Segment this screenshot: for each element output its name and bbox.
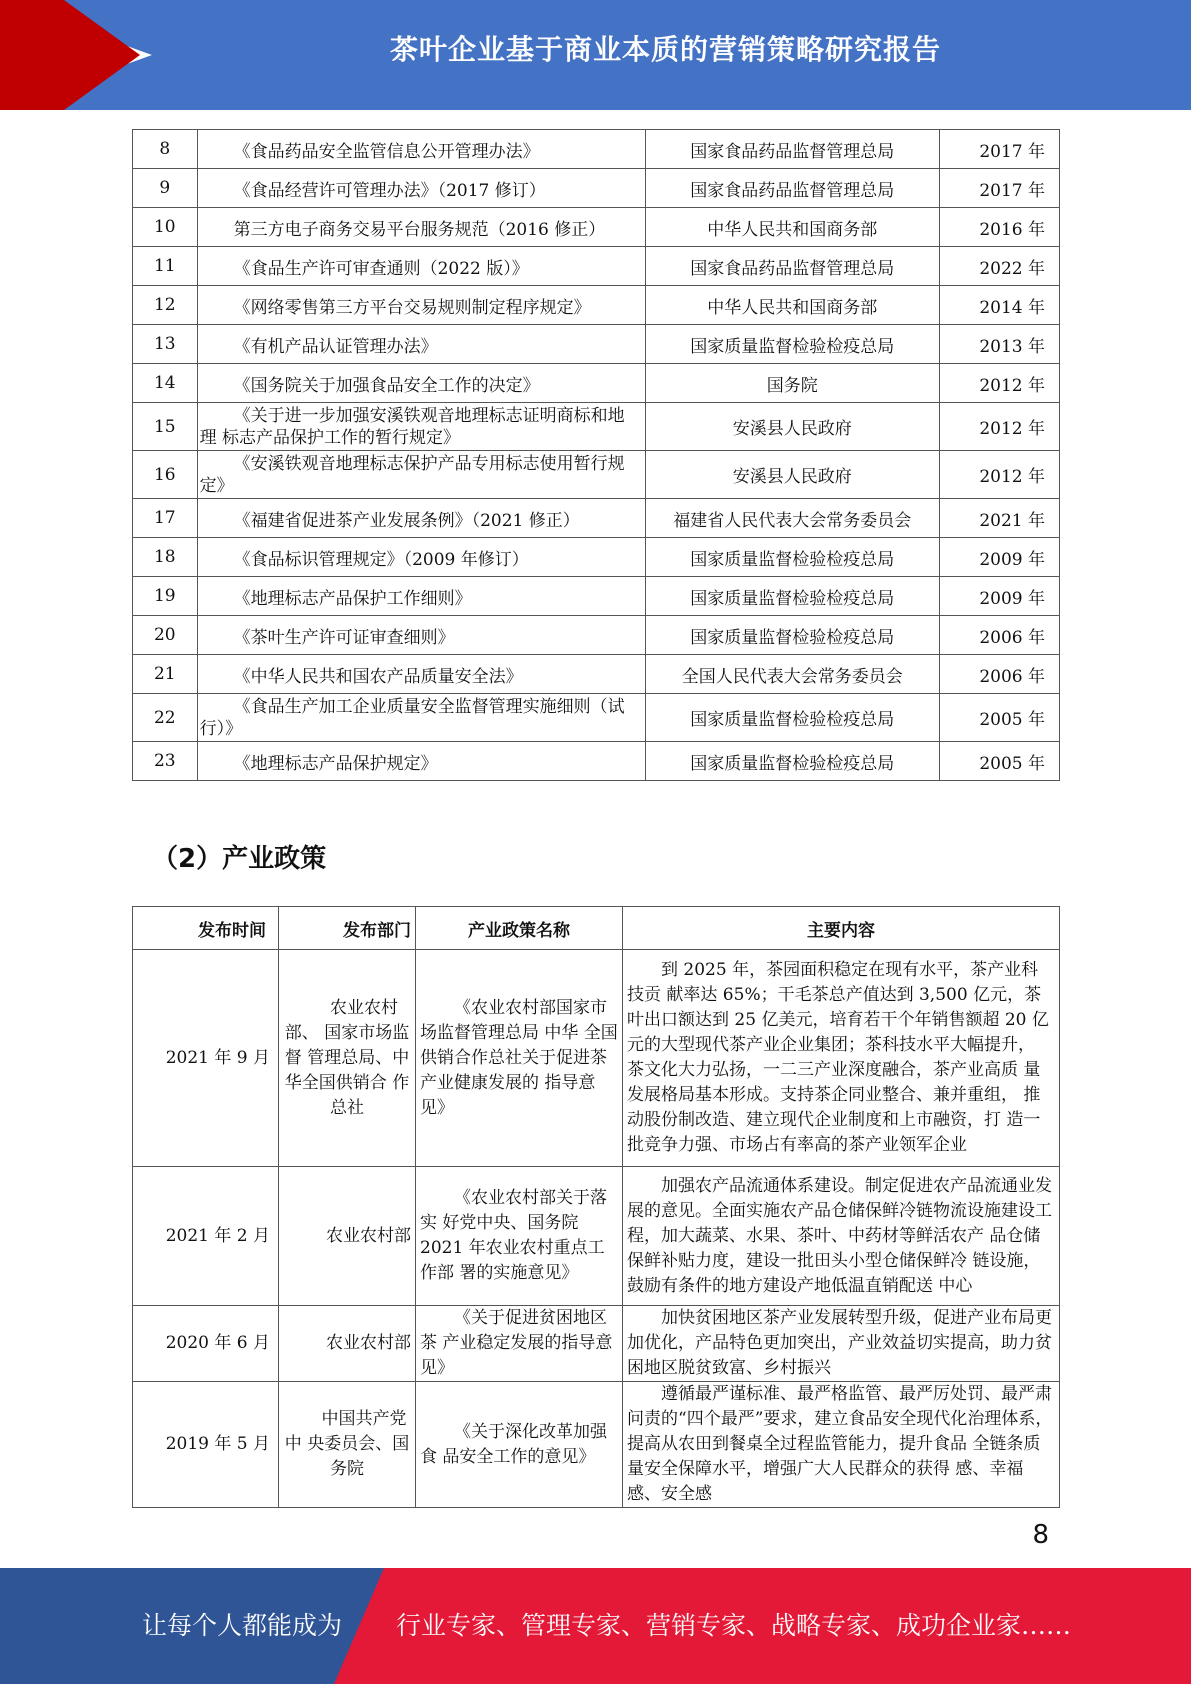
regulation-name-line1: 《关于进一步加强安溪铁观音地理标志证明商标和地 [233,405,625,426]
header-red-arrow [64,0,140,110]
regulation-number: 19 [133,577,198,616]
regulation-number: 12 [133,286,198,325]
regulation-year: 2016 年 [939,208,1059,247]
regulation-dept: 国家质量监督检验检疫总局 [645,742,939,781]
regulation-year: 2006 年 [939,616,1059,655]
regulation-name: 《福建省促进茶产业发展条例》（2021 修正） [197,499,645,538]
regulation-year: 2012 年 [939,451,1059,499]
regulation-row [133,499,1060,538]
regulation-year: 2022 年 [939,247,1059,286]
policy-name: 《农业农村部国家市场监督管理总局 中华 全国供销合作总社关于促进茶产业健康发展的 指导意见》 [416,950,623,1167]
regulation-year: 2013 年 [939,325,1059,364]
regulation-name: 《茶叶生产许可证审查细则》 [197,616,645,655]
footer-slogan-left: 让每个人都能成为 [142,1611,343,1640]
policy-row [133,950,1060,1167]
regulation-number: 20 [133,616,198,655]
regulation-name-line1: 《食品生产加工企业质量安全监督管理实施细则（试 [233,696,625,717]
regulation-number: 10 [133,208,198,247]
regulation-row [133,325,1060,364]
header-policy-name: 产业政策名称 [416,907,623,950]
policy-time: 2021 年 9 月 [133,950,279,1167]
regulation-number: 8 [133,130,198,169]
report-title: 茶叶企业基于商业本质的营销策略研究报告 [389,33,941,66]
regulation-row [133,403,1060,451]
regulation-dept: 安溪县人民政府 [645,403,939,451]
regulation-year: 2012 年 [939,364,1059,403]
policy-content: 遵循最严谨标准、最严格监管、最严厉处罚、最严肃 问责的“四个最严”要求，建立食品安全现代化治理体系，提高从农田到餐桌全过程监管能力，提升食品 全链条质量安全保障水平，增强广大人民群众的获得 感、幸福感、安全感 [623,1382,1060,1508]
regulation-number: 18 [133,538,198,577]
regulation-dept: 安溪县人民政府 [645,451,939,499]
regulation-year: 2017 年 [939,169,1059,208]
regulation-number: 11 [133,247,198,286]
policy-content: 加快贫困地区茶产业发展转型升级，促进产业布局更 加优化，产品特色更加突出，产业效益切实提高，助力贫困地区脱贫致富、乡村振兴 [623,1306,1060,1382]
regulation-number: 22 [133,694,198,742]
regulation-dept: 国家质量监督检验检疫总局 [645,577,939,616]
regulation-dept: 国家食品药品监督管理总局 [645,247,939,286]
policy-time: 2020 年 6 月 [133,1306,279,1382]
regulation-dept: 福建省人民代表大会常务委员会 [645,499,939,538]
regulation-row [133,655,1060,694]
regulation-name: 《中华人民共和国农产品质量安全法》 [197,655,645,694]
regulation-name: 《食品生产许可审查通则（2022 版）》 [197,247,645,286]
regulation-name-line1: 《安溪铁观音地理标志保护产品专用标志使用暂行规 [233,453,625,474]
regulation-dept: 国家质量监督检验检疫总局 [645,616,939,655]
regulation-name-line2: 定》 [199,475,234,496]
regulation-number: 23 [133,742,198,781]
regulation-name: 《食品经营许可管理办法》（2017 修订） [197,169,645,208]
regulation-year: 2017 年 [939,130,1059,169]
regulation-row [133,616,1060,655]
regulation-name: 《地理标志产品保护工作细则》 [197,577,645,616]
policy-dept: 中国共产党中 央委员会、国务院 [279,1382,416,1508]
page-footer [0,1568,1191,1684]
policy-name: 《关于深化改革加强食 品安全工作的意见》 [416,1382,623,1508]
regulation-number: 9 [133,169,198,208]
policy-time: 2019 年 5 月 [133,1382,279,1508]
regulation-row [133,694,1060,742]
policy-dept: 农业农村部 [279,1167,416,1306]
policy-time: 2021 年 2 月 [133,1167,279,1306]
regulation-row [133,451,1060,499]
regulation-number: 15 [133,403,198,451]
regulation-name-line2: 理 标志产品保护工作的暂行规定》 [199,427,460,448]
header-publish-time: 发布时间 [133,907,279,950]
policy-name: 《关于促进贫困地区茶 产业稳定发展的指导意 见》 [416,1306,623,1382]
regulation-name: 《地理标志产品保护规定》 [197,742,645,781]
regulation-row [133,169,1060,208]
header-main-content: 主要内容 [623,907,1060,950]
policy-header-row [133,907,1060,950]
regulation-name: 《有机产品认证管理办法》 [197,325,645,364]
regulation-row [133,130,1060,169]
policy-dept: 农业农村部 [279,1306,416,1382]
regulation-dept: 中华人民共和国商务部 [645,286,939,325]
regulation-dept: 国家质量监督检验检疫总局 [645,325,939,364]
regulation-number: 21 [133,655,198,694]
regulation-dept: 中华人民共和国商务部 [645,208,939,247]
regulation-dept: 国家质量监督检验检疫总局 [645,694,939,742]
regulation-name [197,694,645,742]
regulation-row [133,208,1060,247]
policy-row [133,1382,1060,1508]
page-number: 8 [1032,1520,1049,1550]
header-publish-dept: 发布部门 [279,907,416,950]
regulation-row [133,247,1060,286]
regulation-name [197,403,645,451]
regulation-row [133,577,1060,616]
regulation-number: 16 [133,451,198,499]
regulation-row [133,364,1060,403]
regulation-name: 《食品标识管理规定》（2009 年修订） [197,538,645,577]
policy-content: 到 2025 年，茶园面积稳定在现有水平，茶产业科技贡 献率达 65%；干毛茶总产值达到 3,500 亿元，茶叶出口额达到 25 亿美元，培育若干个年销售额超 20 亿元的大型现代茶产业企业集团；茶科技水平大幅提升， 茶文化大力弘扬，一二三产业深度融合，茶产业高质 量发展格局基本形成。支持茶企同业整合、兼并重组， 推动股份制改造、建立现代企业制度和上市融资，打 造一批竞争力强、市场占有率高的茶产业领军企业 [623,950,1060,1167]
regulation-dept: 全国人民代表大会常务委员会 [645,655,939,694]
regulation-year: 2006 年 [939,655,1059,694]
regulation-year: 2021 年 [939,499,1059,538]
regulation-row [133,742,1060,781]
footer-slogan-right: 行业专家、管理专家、营销专家、战略专家、成功企业家…… [396,1611,1072,1640]
page-header [0,0,1191,110]
policy-dept: 农业农村部、 国家市场监督 管理总局、中华全国供销合 作总社 [279,950,416,1167]
regulation-row [133,538,1060,577]
regulation-name [197,451,645,499]
regulation-row [133,286,1060,325]
policy-content: 加强农产品流通体系建设。制定促进农产品流通业发 展的意见。全面实施农产品仓储保鲜冷链物流设施建设工程，加大蔬菜、水果、茶叶、中药材等鲜活农产 品仓储保鲜补贴力度，建设一批田头小型仓储保鲜冷 链设施，鼓励有条件的地方建设产地低温直销配送 中心 [623,1167,1060,1306]
regulation-name-line2: 行）》 [199,718,243,739]
regulation-year: 2009 年 [939,577,1059,616]
regulation-name: 《网络零售第三方平台交易规则制定程序规定》 [197,286,645,325]
regulation-year: 2005 年 [939,694,1059,742]
policy-row [133,1167,1060,1306]
section-title: （2）产业政策 [152,844,327,874]
regulations-table [132,129,1060,781]
regulation-name: 《国务院关于加强食品安全工作的决定》 [197,364,645,403]
regulation-year: 2009 年 [939,538,1059,577]
regulation-dept: 国家食品药品监督管理总局 [645,130,939,169]
regulation-name: 第三方电子商务交易平台服务规范（2016 修正） [197,208,645,247]
industry-policy-table [132,906,1060,1508]
header-red-block [0,0,64,110]
regulation-number: 13 [133,325,198,364]
regulation-year: 2012 年 [939,403,1059,451]
regulation-dept: 国家质量监督检验检疫总局 [645,538,939,577]
regulation-year: 2005 年 [939,742,1059,781]
regulation-name: 《食品药品安全监管信息公开管理办法》 [197,130,645,169]
regulation-number: 14 [133,364,198,403]
regulation-dept: 国家食品药品监督管理总局 [645,169,939,208]
policy-row [133,1306,1060,1382]
regulation-dept: 国务院 [645,364,939,403]
regulation-number: 17 [133,499,198,538]
policy-name: 《农业农村部关于落实 好党中央、国务院 2021 年农业农村重点工作部 署的实施意见》 [416,1167,623,1306]
regulation-year: 2014 年 [939,286,1059,325]
